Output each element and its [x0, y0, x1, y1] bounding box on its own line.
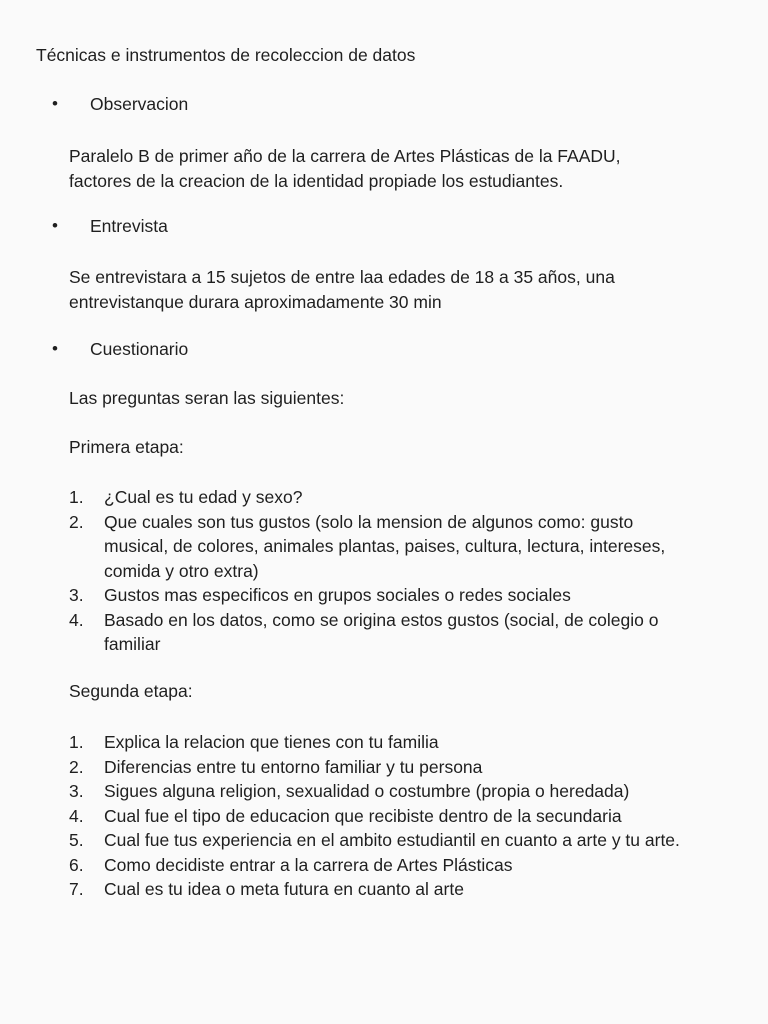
bullet-dot: • [52, 216, 58, 235]
cuestionario-intro: Las preguntas seran las siguientes: [69, 388, 345, 408]
heading-observacion: Observacion [90, 94, 189, 114]
list-item [69, 828, 759, 853]
list-item-number: 3. [69, 781, 84, 801]
paragraph-entrevista [69, 265, 759, 314]
list-item [69, 583, 759, 608]
primera-etapa-label: Primera etapa: [69, 437, 184, 457]
heading-entrevista: Entrevista [90, 216, 168, 236]
bullet-dot: • [52, 339, 58, 358]
primera-etapa-list [69, 485, 759, 657]
list-item-number: 5. [69, 830, 84, 850]
list-item-text: Sigues alguna religion, sexualidad o costumbre (propia o heredada) [104, 781, 630, 801]
list-item [69, 485, 759, 510]
list-item-text: Como decidiste entrar a la carrera de Artes Plásticas [104, 854, 513, 875]
list-item-text: Explica la relacion que tienes con tu familia [104, 732, 439, 752]
list-item-text: ¿Cual es tu edad y sexo? [104, 487, 303, 507]
list-item-number: 6. [69, 854, 84, 875]
list-item-number: 2. [69, 756, 84, 777]
list-item-text: musical, de colores, animales plantas, paises, cultura, lectura, intereses, [104, 536, 666, 556]
list-item [69, 608, 759, 657]
paragraph-line: entrevistanque durara aproximadamente 30 min [69, 291, 442, 312]
paragraph-line: factores de la creacion de la identidad propiade los estudiantes. [69, 170, 564, 191]
list-item-number: 2. [69, 511, 84, 532]
list-item-text: Cual fue tus experiencia en el ambito estudiantil en cuanto a arte y tu arte. [104, 830, 680, 850]
list-item [69, 853, 759, 878]
list-item-number: 1. [69, 487, 84, 507]
list-item-text: Cual es tu idea o meta futura en cuanto al arte [104, 879, 464, 899]
list-item [69, 779, 759, 804]
heading-cuestionario: Cuestionario [90, 339, 189, 359]
list-item [69, 877, 759, 902]
bullet-dot: • [52, 94, 58, 113]
list-item-number: 4. [69, 609, 84, 630]
list-item-text: Gustos mas especificos en grupos sociales o redes sociales [104, 585, 571, 605]
list-item [69, 804, 759, 829]
list-item [69, 510, 759, 584]
list-item [69, 755, 759, 780]
list-item-text: comida y otro extra) [104, 560, 259, 581]
paragraph-line: Paralelo B de primer año de la carrera de Artes Plásticas de la FAADU, [69, 146, 621, 166]
segunda-etapa-list [69, 730, 759, 902]
page-title: Técnicas e instrumentos de recoleccion de datos [36, 45, 416, 65]
list-item [69, 730, 759, 755]
paragraph-line: Se entrevistara a 15 sujetos de entre laa edades de 18 a 35 años, una [69, 267, 615, 287]
paragraph-observacion [69, 144, 759, 193]
list-item-text: Basado en los datos, como se origina estos gustos (social, de colegio o [104, 609, 659, 630]
list-item-number: 3. [69, 585, 84, 605]
list-item-text: Que cuales son tus gustos (solo la mension de algunos como: gusto [104, 511, 634, 532]
list-item-number: 4. [69, 805, 84, 826]
list-item-text: familiar [104, 634, 161, 654]
list-item-number: 7. [69, 879, 84, 899]
segunda-etapa-label: Segunda etapa: [69, 681, 193, 701]
list-item-text: Cual fue el tipo de educacion que recibiste dentro de la secundaria [104, 805, 622, 826]
list-item-text: Diferencias entre tu entorno familiar y tu persona [104, 756, 483, 777]
list-item-number: 1. [69, 732, 84, 752]
